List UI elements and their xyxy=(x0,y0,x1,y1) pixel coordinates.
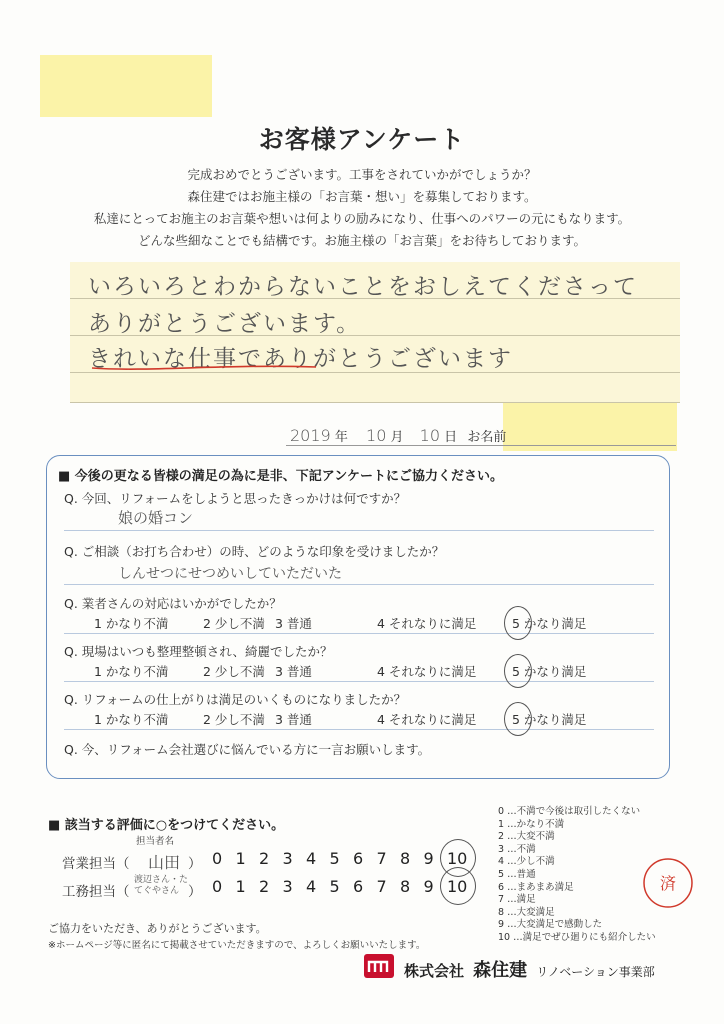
date-day: 10 xyxy=(419,426,441,445)
date-underline xyxy=(286,445,676,446)
rating-circle-works xyxy=(440,867,476,905)
survey-heading: ■ 今後の更なる皆様の満足の為に是非、下記アンケートにご協力ください。 xyxy=(58,469,504,484)
note-text: ※ホームページ等に匿名にて掲載させていただきますので、よろしくお願いいたします。 xyxy=(48,940,426,951)
legend-item: 0 …不満で今後は取引したくない xyxy=(498,806,641,817)
selected-circle-q5 xyxy=(504,702,532,736)
rating-sales-3[interactable]: 3 xyxy=(282,849,293,868)
legend-item: 5 …普通 xyxy=(498,868,536,880)
option-q3-4[interactable]: 4 それなりに満足 xyxy=(377,616,477,631)
redaction-highlight-name xyxy=(503,403,677,451)
option-q4-4[interactable]: 4 それなりに満足 xyxy=(377,664,477,679)
legend-item: 8 …大変満足 xyxy=(498,906,555,918)
works-close: ） xyxy=(188,884,202,900)
answer-line xyxy=(64,584,654,585)
answer-2: しんせつにせつめいしていただいた xyxy=(118,566,342,582)
rating-sales-1[interactable]: 1 xyxy=(235,849,246,868)
logo-mark-icon xyxy=(364,954,394,978)
option-q5-5[interactable]: 5 かなり満足 xyxy=(512,712,587,727)
option-q5-3[interactable]: 3 普通 xyxy=(275,712,312,727)
works-label: 工務担当（ xyxy=(62,884,130,900)
rating-sales-8[interactable]: 8 xyxy=(400,849,411,868)
comment-line-1: いろいろとわからないことをおしえてくださって xyxy=(88,274,638,300)
intro-line-1: 完成おめでとうございます。工事をされていかがでしょうか？ xyxy=(187,167,537,182)
option-q5-4[interactable]: 4 それなりに満足 xyxy=(377,712,477,727)
option-q4-3[interactable]: 3 普通 xyxy=(275,664,312,679)
staff-name-label: 担当者名 xyxy=(136,836,175,847)
rating-works-0[interactable]: 0 xyxy=(212,877,223,896)
sales-name: 山田 xyxy=(148,853,181,872)
rating-sales-2[interactable]: 2 xyxy=(259,849,270,868)
rating-sales-5[interactable]: 5 xyxy=(329,849,340,868)
red-underline xyxy=(90,360,320,374)
rating-heading: ■ 該当する評価に○をつけてください。 xyxy=(48,818,285,833)
rating-works-9[interactable]: 9 xyxy=(423,877,434,896)
rating-works-6[interactable]: 6 xyxy=(353,877,364,896)
ruled-line xyxy=(70,402,680,403)
option-q3-5[interactable]: 5 かなり満足 xyxy=(512,616,587,631)
rating-works-2[interactable]: 2 xyxy=(259,877,270,896)
rating-works-7[interactable]: 7 xyxy=(376,877,387,896)
legend-item: 10 …満足でぜひ廻りにも紹介したい xyxy=(498,931,656,943)
intro-line-3: 私達にとってお施主のお言葉や想いは何よりの励みになり、仕事へのパワーの元にもなります。 xyxy=(93,211,631,226)
rating-sales-4[interactable]: 4 xyxy=(306,849,317,868)
answer-line xyxy=(64,681,654,682)
rating-works-3[interactable]: 3 xyxy=(282,877,293,896)
check-stamp-icon xyxy=(640,855,696,911)
rating-sales-10[interactable]: 10 xyxy=(447,849,468,868)
legend-item: 9 …大変満足で感動した xyxy=(498,919,603,931)
question-2: Q. ご相談（お打ち合わせ）の時、どのような印象を受けましたか？ xyxy=(64,544,445,559)
date-month: 10 xyxy=(366,426,387,445)
company-prefix: 株式会社 xyxy=(404,962,465,980)
intro-line-4: どんな些細なことでも結構です。お施主様の「お言葉」をお待ちしております。 xyxy=(137,233,586,248)
rating-works-10[interactable]: 10 xyxy=(447,877,468,896)
company-logo xyxy=(364,954,394,978)
answer-line xyxy=(64,729,654,730)
day-label: 日 xyxy=(444,430,458,445)
year-label: 年 xyxy=(334,430,348,445)
rating-works-5[interactable]: 5 xyxy=(329,877,340,896)
company-name: 森住建 xyxy=(473,960,528,981)
question-4: Q. 現場はいつも整理整頓され、綺麗でしたか？ xyxy=(64,644,333,659)
rating-sales-9[interactable]: 9 xyxy=(423,849,434,868)
option-q3-2[interactable]: 2 少し不満 xyxy=(203,616,265,631)
legend-item: 6 …まあまあ満足 xyxy=(498,881,574,893)
option-q4-2[interactable]: 2 少し不満 xyxy=(203,664,265,679)
rating-sales-6[interactable]: 6 xyxy=(353,849,364,868)
month-label: 月 xyxy=(390,430,404,445)
question-6: Q. 今、リフォーム会社選びに悩んでいる方に一言お願いします。 xyxy=(64,742,431,757)
date-line xyxy=(290,426,506,445)
answer-line xyxy=(64,530,654,531)
thanks-text: ご協力をいただき、ありがとうございます。 xyxy=(48,922,267,935)
intro-line-2: 森住建ではお施主様の「お言葉・想い」を募集しております。 xyxy=(187,189,537,204)
question-3: Q. 業者さんの対応はいかがでしたか？ xyxy=(64,596,282,611)
rating-sales-7[interactable]: 7 xyxy=(376,849,387,868)
option-q5-1[interactable]: 1 かなり不満 xyxy=(94,712,169,727)
comment-line-2: ありがとうございます。 xyxy=(88,311,362,337)
option-q3-1[interactable]: 1 かなり不満 xyxy=(94,616,169,631)
rating-works-1[interactable]: 1 xyxy=(235,877,246,896)
option-q4-1[interactable]: 1 かなり不満 xyxy=(94,664,169,679)
option-q4-5[interactable]: 5 かなり満足 xyxy=(512,664,587,679)
legend-item: 4 …少し不満 xyxy=(498,856,555,868)
works-name: 渡辺さん・たてぐやさん xyxy=(134,875,189,896)
date-year: 2019 xyxy=(290,426,331,445)
svg-text:済: 済 xyxy=(659,874,677,893)
question-5: Q. リフォームの仕上がりは満足のいくものになりましたか？ xyxy=(64,692,407,707)
name-label: お名前 xyxy=(467,430,507,445)
comment-line-3: きれいな仕事でありがとうございます xyxy=(88,346,513,372)
rating-works-4[interactable]: 4 xyxy=(306,877,317,896)
selected-circle-q4 xyxy=(504,654,532,688)
selected-circle-q3 xyxy=(504,606,532,640)
legend-item: 1 …かなり不満 xyxy=(498,818,565,830)
option-q5-2[interactable]: 2 少し不満 xyxy=(203,712,265,727)
rating-sales-0[interactable]: 0 xyxy=(212,849,223,868)
question-1: Q. 今回、リフォームをしようと思ったきっかけは何ですか？ xyxy=(64,491,407,506)
page-title: お客様アンケート xyxy=(258,125,466,154)
company-division: リノベーション事業部 xyxy=(536,965,655,979)
answer-line xyxy=(64,633,654,634)
answer-1: 娘の婚コン xyxy=(118,509,194,527)
redaction-highlight-top xyxy=(40,55,212,117)
legend-item: 3 …不満 xyxy=(498,843,536,855)
legend-item: 7 …満足 xyxy=(498,894,536,906)
company-line xyxy=(404,956,655,982)
sales-close: ） xyxy=(188,856,202,872)
legend-item: 2 …大変不満 xyxy=(498,831,555,843)
sales-label: 営業担当（ xyxy=(62,856,130,872)
option-q3-3[interactable]: 3 普通 xyxy=(275,616,312,631)
rating-works-8[interactable]: 8 xyxy=(400,877,411,896)
